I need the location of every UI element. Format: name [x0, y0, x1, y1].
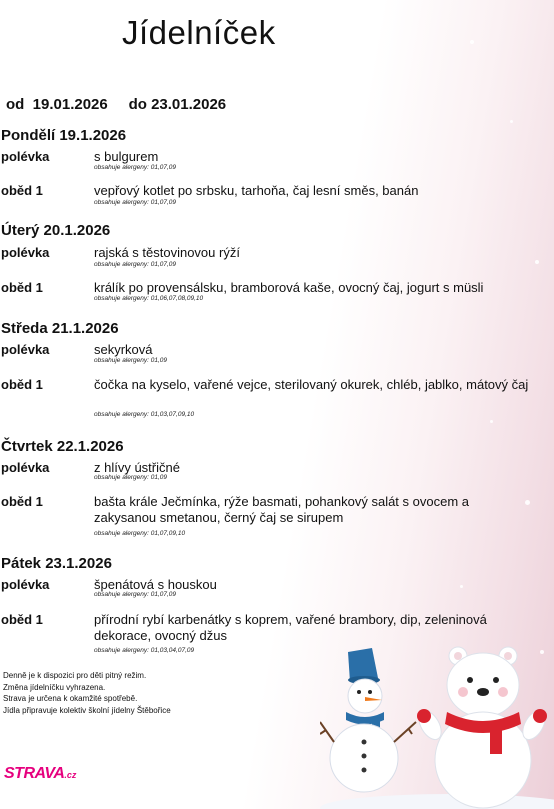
day-heading: Středa 21.1.2026: [1, 320, 119, 337]
main-text: přírodní rybí karbenátky s koprem, vařené brambory, dip, zeleninová dekorace, ovocný džus: [94, 612, 487, 643]
soup-allergens: obsahuje alergeny: 01,09: [94, 357, 168, 364]
soup-label: polévka: [1, 149, 50, 164]
soup-label: polévka: [1, 577, 50, 592]
logo-text: STRAVA: [4, 765, 65, 782]
soup-allergens: obsahuje alergeny: 01,09: [94, 474, 168, 481]
soup-allergens: obsahuje alergeny: 01,07,09: [94, 164, 177, 171]
soup-text: špenátová s houskou: [94, 577, 217, 592]
footer-notes: [3, 670, 171, 716]
winter-illustration: [320, 630, 554, 809]
main-text: bašta krále Ječmínka, rýže basmati, pohankový salát s ovocem a zakysanou smetanou, černý čaj se sirupem: [94, 494, 470, 525]
soup-text: sekyrková: [94, 342, 153, 357]
main-text: vepřový kotlet po srbsku, tarhoňa, čaj lesní směs, banán: [94, 183, 419, 198]
main-label: oběd 1: [1, 494, 43, 509]
day-heading: Pondělí 19.1.2026: [1, 127, 127, 144]
main-label: oběd 1: [1, 612, 43, 627]
menu-period: od 19.01.2026 do 23.01.2026: [6, 96, 227, 113]
main-allergens: obsahuje alergeny: 01,03,07,09,10: [94, 411, 195, 418]
day-heading: Čtvrtek 22.1.2026: [1, 438, 124, 455]
footer-line: Denně je k dispozici pro děti pitný režim.: [3, 671, 147, 680]
main-label: oběd 1: [1, 280, 43, 295]
soup-allergens: obsahuje alergeny: 01,07,09: [94, 591, 177, 598]
snowman-icon: [320, 648, 416, 792]
main-allergens: obsahuje alergeny: 01,06,07,08,09,10: [94, 295, 204, 302]
logo-suffix: .cz: [64, 770, 77, 780]
soup-allergens: obsahuje alergeny: 01,07,09: [94, 261, 177, 268]
soup-text: s bulgurem: [94, 149, 159, 164]
footer-line: Strava je určena k okamžité spotřebě.: [3, 694, 138, 703]
main-allergens: obsahuje alergeny: 01,07,09: [94, 199, 177, 206]
soup-label: polévka: [1, 245, 50, 260]
page-title: Jídelníček: [122, 14, 276, 51]
main-text: čočka na kyselo, vařené vejce, sterilovaný okurek, chléb, jablko, mátový čaj: [94, 377, 529, 392]
main-label: oběd 1: [1, 183, 43, 198]
soup-label: polévka: [1, 460, 50, 475]
main-text: králík po provensálsku, bramborová kaše, ovocný čaj, jogurt s müsli: [94, 280, 484, 295]
day-heading: Úterý 20.1.2026: [1, 222, 111, 239]
footer-line: Jídla připravuje kolektiv školní jídelny Štěbořice: [3, 705, 171, 715]
polar-bear-icon: [414, 647, 550, 808]
footer-line: Změna jídelníčku vyhrazena.: [3, 682, 106, 692]
soup-text: rajská s těstovinovou rýží: [94, 245, 240, 260]
strava-logo: [4, 765, 76, 783]
soup-label: polévka: [1, 342, 50, 357]
main-allergens: obsahuje alergeny: 01,03,04,07,09: [94, 647, 195, 654]
main-label: oběd 1: [1, 377, 43, 392]
day-heading: Pátek 23.1.2026: [1, 555, 112, 572]
soup-text: z hlívy ústřičné: [94, 460, 180, 475]
main-allergens: obsahuje alergeny: 01,07,09,10: [94, 530, 186, 537]
